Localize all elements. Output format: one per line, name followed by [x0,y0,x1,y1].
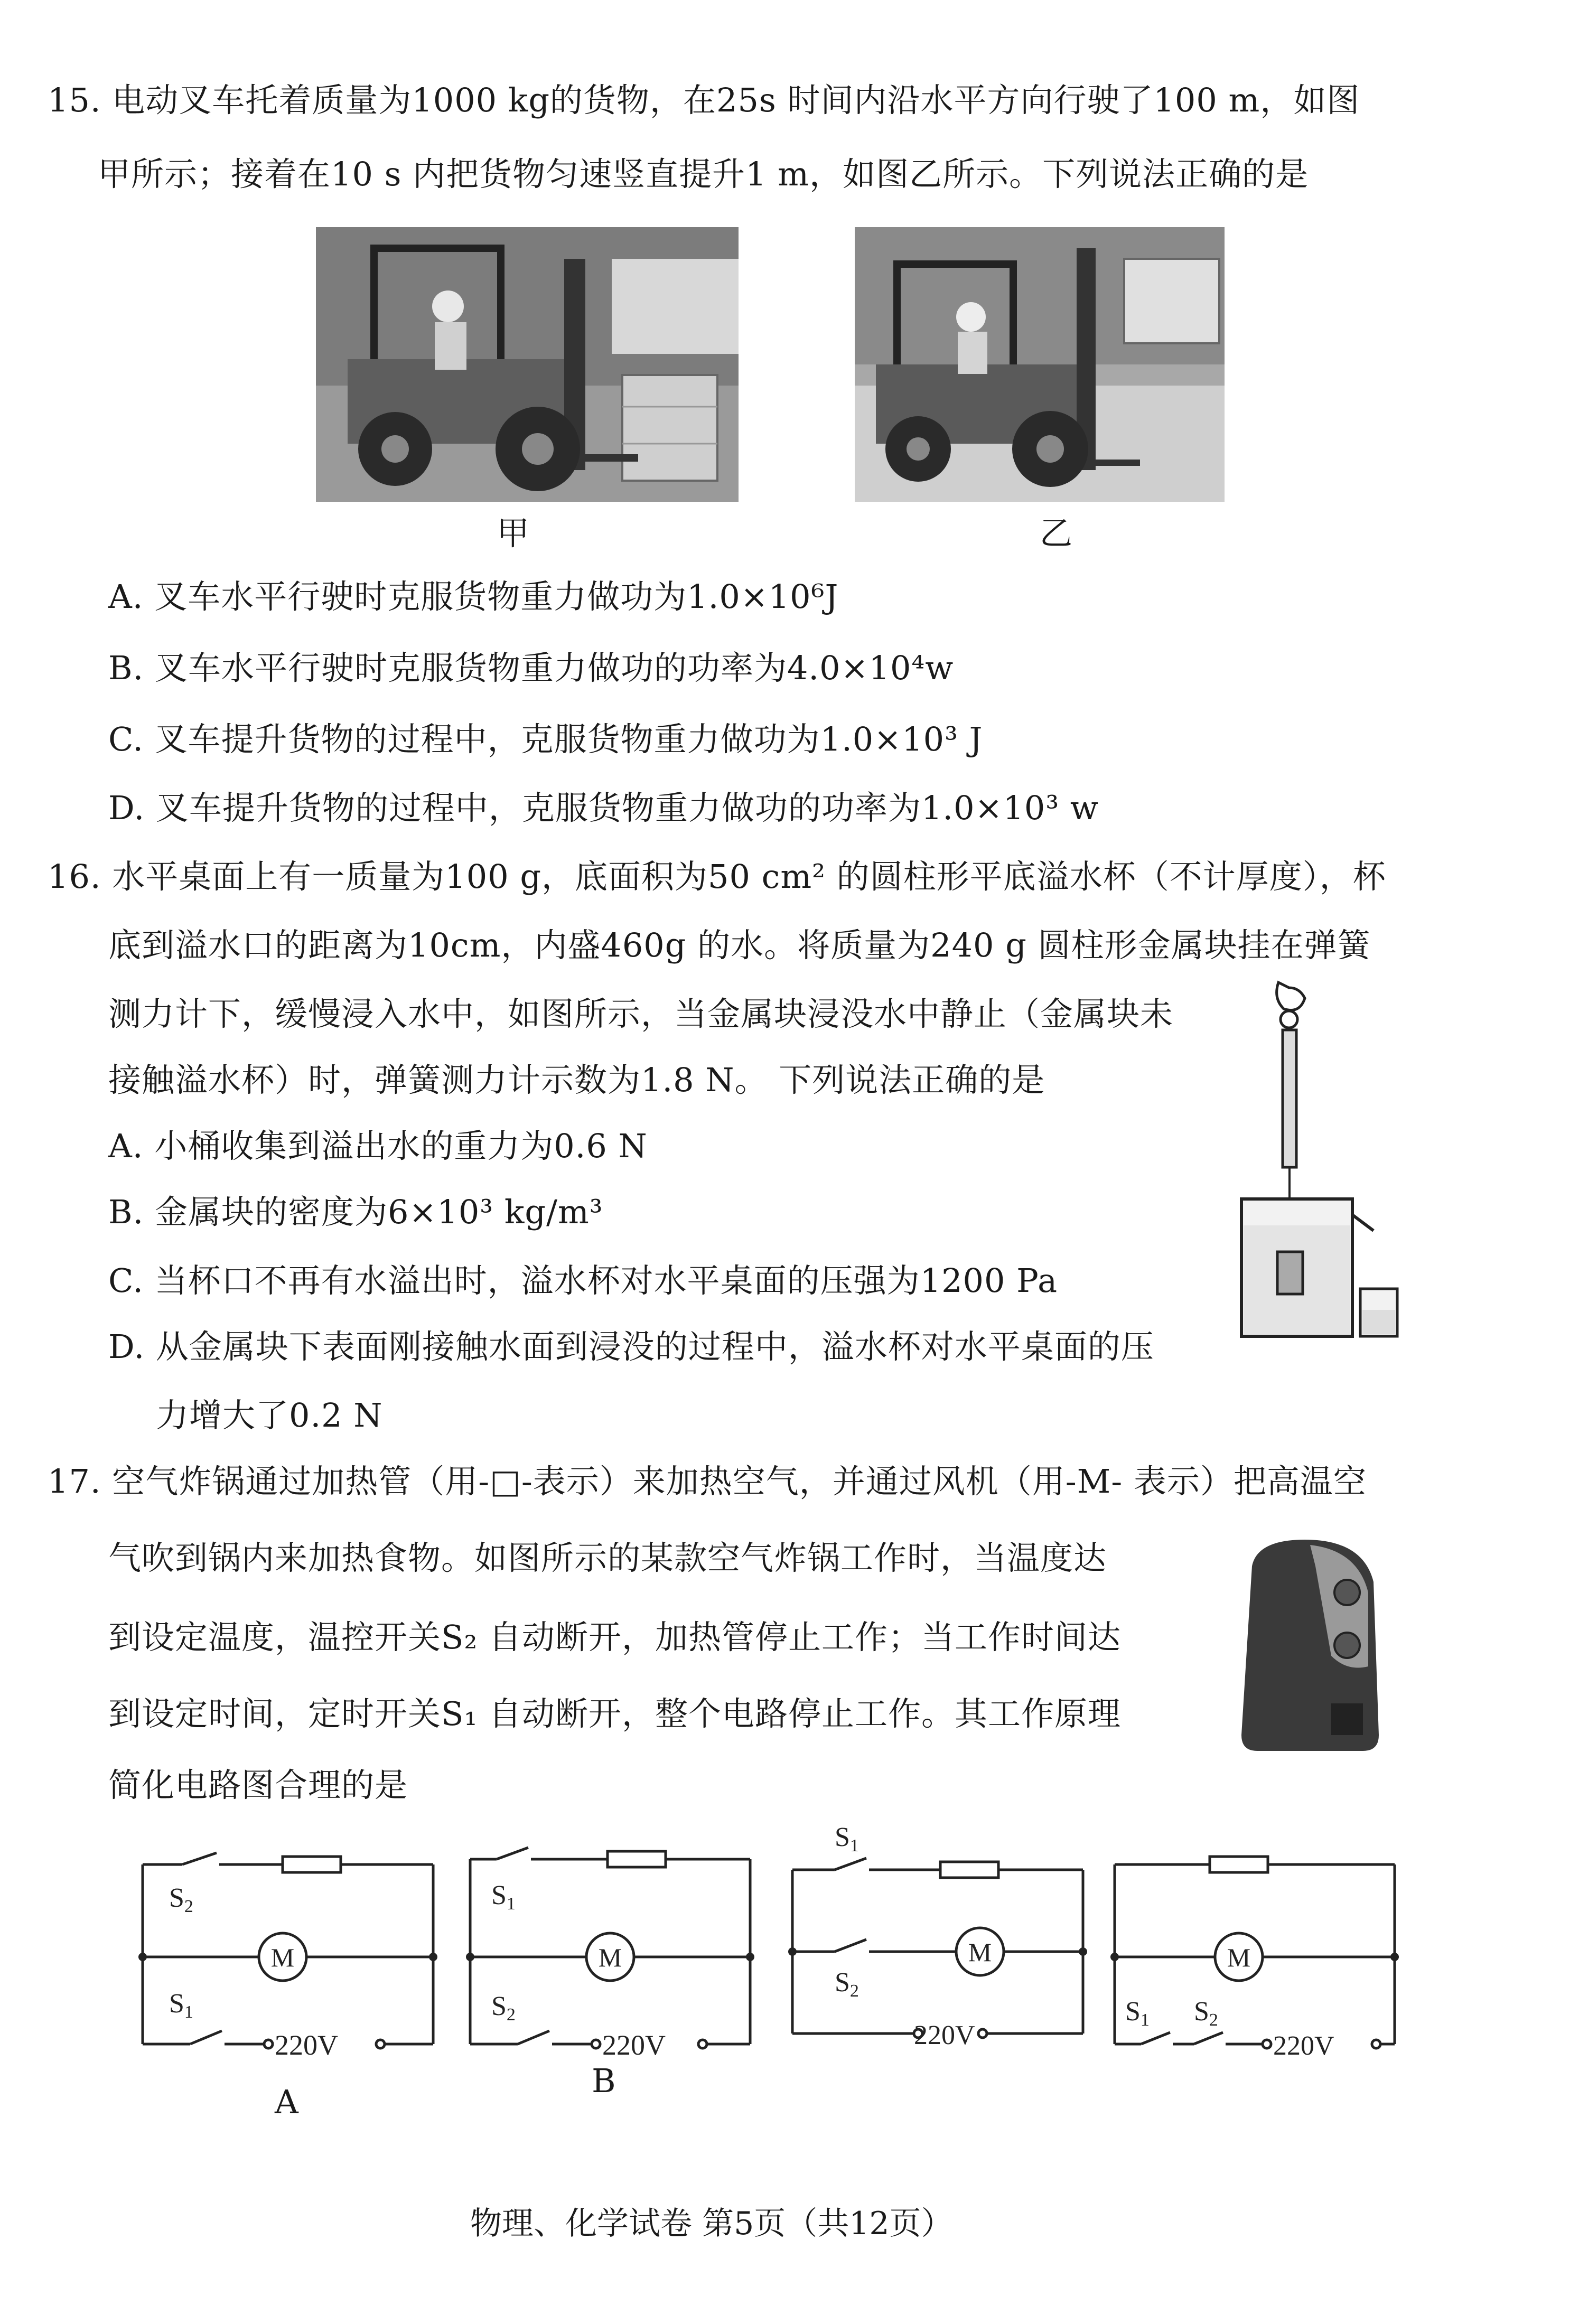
forklift-yi-illustration [855,227,1225,502]
q16-option-c: C. 当杯口不再有水溢出时，溢水杯对水平桌面的压强为1200 Pa [108,1261,1058,1300]
circuit-a-s2-label: S2 [169,1883,193,1916]
circuit-c-voltage-label: 220V [914,2020,975,2050]
circuit-d-s2-label: S2 [1194,1997,1218,2030]
circuit-a-diagram [132,1838,449,2081]
q15-option-b: B. 叉车水平行驶时克服货物重力做功的功率为4.0×10⁴w [108,649,954,687]
q17-line3: 到设定温度，温控开关S₂ 自动断开，加热管停止工作；当工作时间达 [108,1618,1122,1656]
circuit-d-voltage-label: 220V [1273,2031,1334,2061]
circuit-c-diagram [782,1817,1099,2070]
circuit-c [782,1817,1099,2070]
air-fryer-photo [1226,1534,1389,1756]
page-footer: 物理、化学试卷 第5页（共12页） [470,2205,953,2242]
q16-line3: 测力计下，缓慢浸入水中，如图所示，当金属块浸没水中静止（金属块未 [108,995,1174,1033]
caption-jia: 甲 [497,514,530,552]
circuit-c-s1-label: S1 [835,1822,859,1856]
circuit-c-motor-label: M [968,1937,992,1967]
q16-option-a: A. 小桶收集到溢出水的重力为0.6 N [108,1127,648,1165]
forklift-photo-jia [316,227,739,502]
circuit-a-motor-label: M [270,1943,295,1972]
circuit-a [132,1838,449,2081]
q16-line2: 底到溢水口的距离为10cm，内盛460g 的水。将质量为240 g 圆柱形金属块挂在弹簧 [108,926,1371,964]
q16-option-d: D. 从金属块下表面刚接触水面到浸没的过程中，溢水杯对水平桌面的压 [108,1327,1154,1366]
q15-line1: 15. 电动叉车托着质量为1000 kg的货物，在25s 时间内沿水平方向行驶了100 m，如图 [48,81,1360,119]
q16-line1: 16. 水平桌面上有一质量为100 g，底面积为50 cm² 的圆柱形平底溢水杯（不计厚度），杯 [48,857,1386,896]
circuit-a-s1-label: S1 [169,1989,193,2022]
q17-line2: 气吹到锅内来加热食物。如图所示的某款空气炸锅工作时，当温度达 [108,1539,1107,1577]
q16-option-b: B. 金属块的密度为6×10³ kg/m³ [108,1193,603,1231]
q15-option-a: A. 叉车水平行驶时克服货物重力做功为1.0×10⁶J [108,577,839,616]
circuit-a-caption: A [275,2083,298,2121]
circuit-c-s2-label: S2 [835,1967,859,2001]
circuit-d [1104,1838,1410,2081]
circuit-b-caption: B [592,2061,616,2100]
q15-line2: 甲所示；接着在10 s 内把货物匀速竖直提升1 m，如图乙所示。下列说法正确的是 [98,155,1309,193]
circuit-d-s1-label: S1 [1125,1997,1150,2030]
circuit-a-voltage-label: 220V [275,2029,338,2061]
circuit-b-motor-label: M [598,1943,622,1972]
circuit-b-s2-label: S2 [491,1991,516,2025]
circuit-d-diagram [1104,1838,1410,2081]
q17-line1: 17. 空气炸锅通过加热管（用-□-表示）来加热空气，并通过风机（用-M- 表示）把高温空 [48,1462,1367,1501]
circuit-b-voltage-label: 220V [602,2029,666,2061]
q17-line5: 简化电路图合理的是 [108,1766,408,1804]
overflow-cup-figure [1220,977,1410,1347]
circuit-b-diagram [460,1838,766,2081]
q17-line4: 到设定时间，定时开关S₁ 自动断开，整个电路停止工作。其工作原理 [108,1694,1122,1733]
forklift-photo-yi [855,227,1225,502]
circuit-b-s1-label: S1 [491,1880,516,1914]
circuit-d-motor-label: M [1227,1943,1251,1972]
caption-yi: 乙 [1040,514,1073,552]
spring-scale-cup-illustration [1220,977,1410,1347]
q16-option-d-cont: 力增大了0.2 N [156,1396,383,1435]
q16-line4: 接触溢水杯）时，弹簧测力计示数为1.8 N。 下列说法正确的是 [108,1061,1045,1099]
q15-option-d: D. 叉车提升货物的过程中，克服货物重力做功的功率为1.0×10³ w [108,789,1099,827]
air-fryer-illustration [1226,1534,1389,1756]
q15-option-c: C. 叉车提升货物的过程中，克服货物重力做功为1.0×10³ J [108,720,983,758]
forklift-jia-illustration [316,227,739,502]
circuit-b [460,1838,766,2081]
